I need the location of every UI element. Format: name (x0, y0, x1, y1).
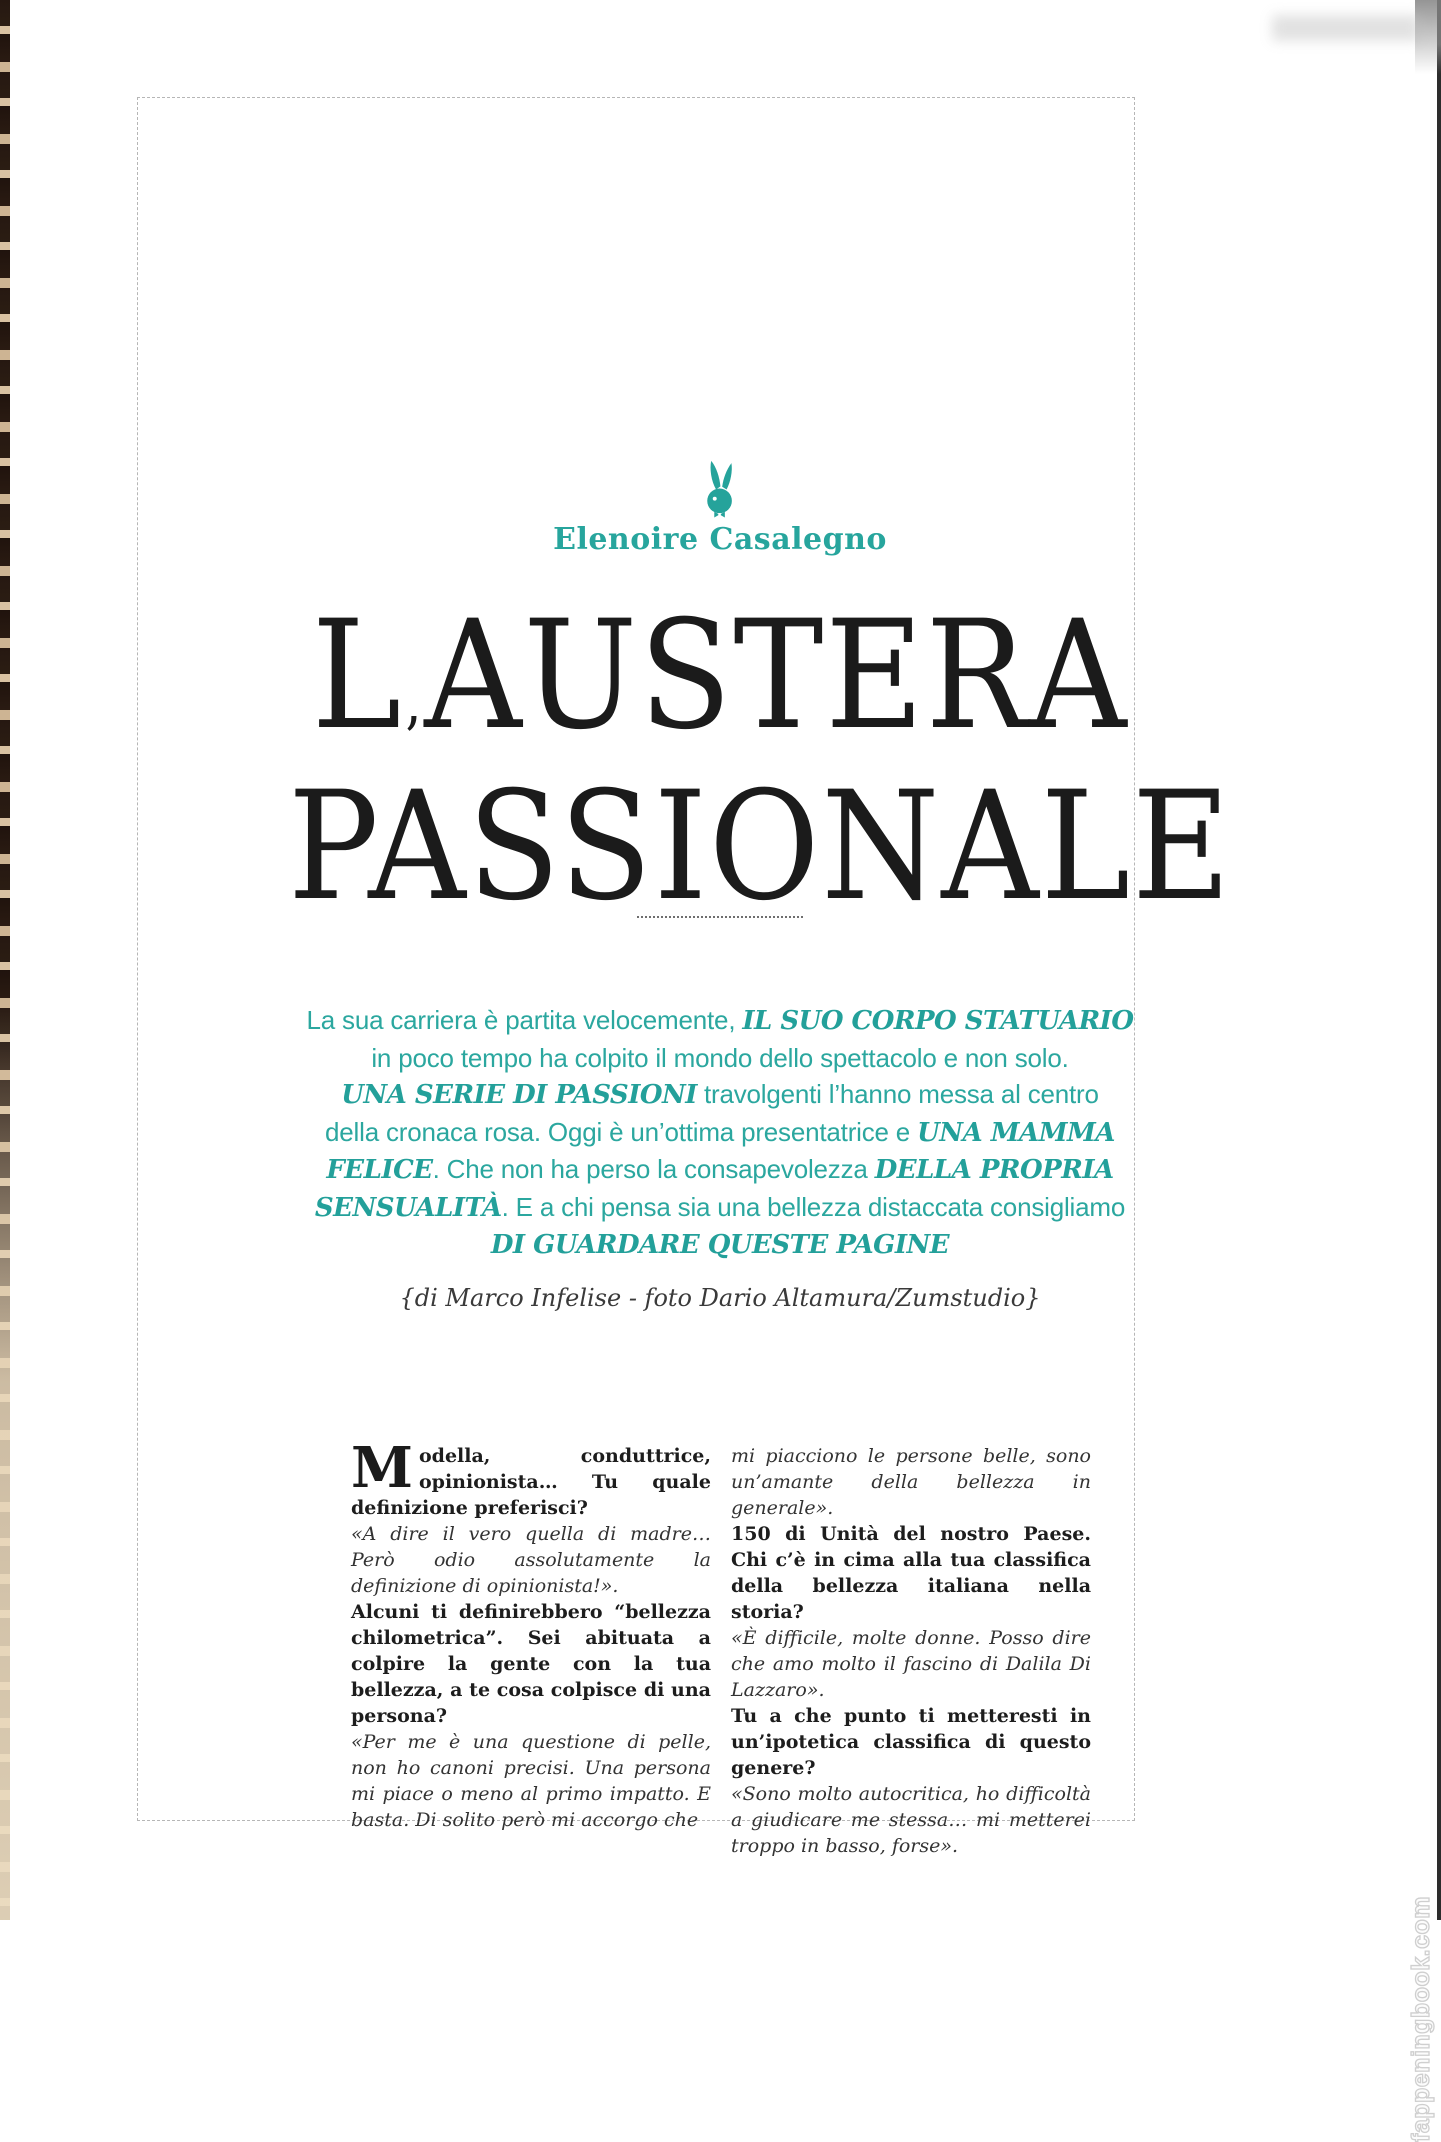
title-letter-l: L (311, 589, 404, 763)
intro-emphasis: FELICE (326, 1155, 433, 1185)
title-divider (637, 916, 803, 918)
question-paragraph: Modella, conduttrice, opinionista… Tu quale definizione preferisci? (351, 1435, 711, 1519)
intro-text: travolgenti l’hanno messa al centro (696, 1079, 1099, 1109)
article-body (351, 1435, 1091, 1859)
intro-text: . E a chi pensa sia una bellezza distaccata consigliamo (501, 1191, 1126, 1222)
brand-header (240, 460, 1200, 557)
question-paragraph: 150 di Unità del nostro Paese. Chi c’è in cima alla tua classifica della bellezza italiana nella storia? (731, 1523, 1091, 1623)
intro-line (200, 1114, 1240, 1152)
title-line-2: PASSIONALE (288, 760, 1233, 934)
answer-paragraph: «È difficile, molte donne. Posso dire che amo molto il fascino di Dalila Di Lazzaro». (731, 1627, 1091, 1701)
intro-emphasis: DI GUARDARE QUESTE PAGINE (490, 1230, 950, 1260)
page-edge-line (1437, 0, 1441, 1920)
answer-paragraph: «Per me è una questione di pelle, non ho canoni precisi. Una persona mi piace o meno al primo impatto. E basta. Di solito però mi accorgo che (351, 1731, 711, 1831)
intro-line (200, 1189, 1240, 1227)
byline: {di Marco Infelise - foto Dario Altamura/Zumstudio} (399, 1284, 1041, 1312)
intro-emphasis: DELLA PROPRIA (874, 1155, 1114, 1185)
intro-text: della cronaca rosa. Oggi è un’ottima presentatrice e (325, 1116, 918, 1147)
article-column-right (731, 1443, 1091, 1859)
model-name: Elenoire Casalegno (553, 522, 887, 557)
title-apostrophe: ’ (403, 705, 423, 775)
question-paragraph: Tu a che punto ti metteresti in un’ipotetica classifica di questo genere? (731, 1705, 1091, 1779)
intro-line (200, 1076, 1240, 1114)
article-title (240, 589, 1233, 934)
answer-paragraph: «A dire il vero quella di madre… Però odio assolutamente la definizione di opinionista!». (351, 1523, 711, 1597)
intro-text: in poco tempo ha colpito il mondo dello spettacolo e non solo. (371, 1042, 1069, 1073)
blurred-top-watermark (1272, 15, 1420, 41)
intro-line (200, 1040, 1240, 1077)
playboy-bunny-icon (698, 460, 742, 518)
intro-line (200, 1151, 1240, 1189)
intro-emphasis: SENSUALITÀ (314, 1192, 502, 1223)
intro-emphasis: UNA SERIE DI PASSIONI (341, 1080, 697, 1110)
article-column-left (351, 1435, 711, 1859)
intro-paragraph (200, 1002, 1240, 1264)
binding-edge (0, 0, 10, 1920)
drop-cap: M (351, 1435, 413, 1501)
intro-emphasis: IL SUO CORPO STATUARIO (742, 1006, 1134, 1036)
answer-paragraph: mi piacciono le persone belle, sono un’amante della bellezza in generale». (731, 1445, 1091, 1519)
answer-paragraph: «Sono molto autocritica, ho difficoltà a giudicare me stessa… mi metterei troppo in basso, forse». (731, 1783, 1091, 1857)
intro-emphasis: UNA MAMMA (917, 1117, 1115, 1148)
intro-text: . Che non ha perso la consapevolezza (432, 1154, 875, 1184)
site-watermark: fappeningbook.com (1407, 1896, 1435, 2142)
intro-text: La sua carriera è partita velocemente, (306, 1005, 743, 1035)
title-rest: AUSTERA (424, 589, 1129, 763)
intro-line (200, 1002, 1240, 1040)
intro-line (200, 1226, 1240, 1264)
title-line-1 (288, 589, 1152, 777)
question-paragraph: Alcuni ti definirebbero “bellezza chilometrica”. Sei abituata a colpire la gente con la tua bellezza, a te cosa colpisce di una persona? (351, 1601, 711, 1727)
